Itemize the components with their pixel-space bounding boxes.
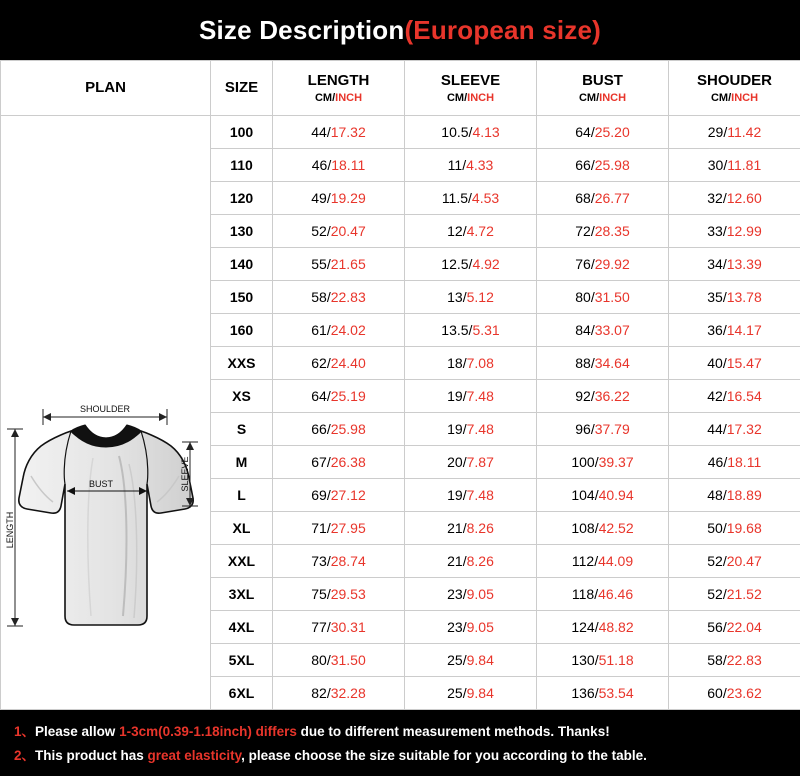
cell-sleeve-inch: 9.05: [467, 619, 494, 635]
cell-bust: 68/26.77: [537, 182, 669, 215]
size-table-wrapper: [0, 60, 800, 710]
cell-bust: 92/36.22: [537, 380, 669, 413]
header-bust-unit-inch: INCH: [599, 92, 626, 104]
header-length-unit-inch: INCH: [335, 92, 362, 104]
cell-size: M: [211, 446, 273, 479]
cell-sleeve-cm: 19: [447, 487, 463, 503]
header-shoulder-unit-inch: INCH: [731, 92, 758, 104]
cell-bust: 130/51.18: [537, 644, 669, 677]
cell-bust-inch: 39.37: [599, 454, 634, 470]
cell-length: 52/20.47: [273, 215, 405, 248]
cell-length-cm: 75: [311, 586, 327, 602]
cell-sleeve-cm: 12: [447, 223, 463, 239]
cell-length: 49/19.29: [273, 182, 405, 215]
cell-shoulder-inch: 22.04: [727, 619, 762, 635]
cell-length: 61/24.02: [273, 314, 405, 347]
cell-sleeve: 19/7.48: [405, 479, 537, 512]
cell-sleeve-cm: 18: [447, 355, 463, 371]
cell-bust-inch: 53.54: [599, 685, 634, 701]
cell-sleeve: 21/8.26: [405, 545, 537, 578]
cell-bust: 80/31.50: [537, 281, 669, 314]
header-length-label: LENGTH: [274, 72, 403, 90]
cell-length: 66/25.98: [273, 413, 405, 446]
cell-length-cm: 69: [311, 487, 327, 503]
cell-bust: 118/46.46: [537, 578, 669, 611]
cell-shoulder-inch: 20.47: [727, 553, 762, 569]
cell-length-inch: 24.40: [331, 355, 366, 371]
cell-bust-inch: 46.46: [598, 586, 633, 602]
cell-bust: 72/28.35: [537, 215, 669, 248]
cell-bust-cm: 92: [575, 388, 591, 404]
cell-sleeve: 19/7.48: [405, 380, 537, 413]
cell-length-cm: 62: [311, 355, 327, 371]
cell-shoulder-cm: 32: [707, 190, 723, 206]
cell-length: 46/18.11: [273, 149, 405, 182]
header-sleeve-label: SLEEVE: [406, 72, 535, 90]
cell-shoulder-cm: 33: [707, 223, 723, 239]
size-table: [0, 60, 800, 710]
cell-length-inch: 19.29: [331, 190, 366, 206]
cell-length: 77/30.31: [273, 611, 405, 644]
cell-shoulder: 33/12.99: [669, 215, 800, 248]
cell-shoulder-cm: 50: [707, 520, 723, 536]
cell-length: 58/22.83: [273, 281, 405, 314]
cell-shoulder-inch: 13.39: [727, 256, 762, 272]
cell-length-inch: 32.28: [331, 685, 366, 701]
cell-length: 64/25.19: [273, 380, 405, 413]
cell-bust-cm: 68: [575, 190, 591, 206]
page-title-main: Size Description: [199, 15, 404, 46]
cell-bust-cm: 118: [572, 586, 594, 602]
cell-sleeve-inch: 4.72: [467, 223, 494, 239]
cell-bust-cm: 72: [575, 223, 591, 239]
cell-sleeve: 20/7.87: [405, 446, 537, 479]
cell-bust: 64/25.20: [537, 116, 669, 149]
cell-sleeve: 12.5/4.92: [405, 248, 537, 281]
note-2-part-0: This product has: [35, 748, 148, 763]
tshirt-diagram-svg: [1, 146, 209, 680]
cell-shoulder-cm: 40: [707, 355, 723, 371]
cell-size: XS: [211, 380, 273, 413]
cell-sleeve-inch: 9.84: [467, 652, 494, 668]
cell-sleeve: 19/7.48: [405, 413, 537, 446]
header-plan-label: PLAN: [2, 79, 209, 97]
cell-length: 44/17.32: [273, 116, 405, 149]
note-1-part-0: Please allow: [35, 724, 119, 739]
cell-length-cm: 73: [311, 553, 327, 569]
cell-length-cm: 46: [312, 157, 328, 173]
header-sleeve-unit-inch: INCH: [467, 92, 494, 104]
cell-length-inch: 28.74: [331, 553, 366, 569]
cell-bust: 112/44.09: [537, 545, 669, 578]
cell-sleeve: 25/9.84: [405, 644, 537, 677]
cell-sleeve-cm: 12.5: [441, 256, 468, 272]
header-length: [273, 61, 405, 116]
header-bust-label: BUST: [538, 72, 667, 90]
cell-shoulder: 40/15.47: [669, 347, 800, 380]
cell-bust: 100/39.37: [537, 446, 669, 479]
header-bust-unit-cm: CM: [579, 92, 596, 104]
cell-shoulder-inch: 15.47: [727, 355, 762, 371]
cell-length-inch: 17.32: [331, 124, 366, 140]
cell-shoulder: 56/22.04: [669, 611, 800, 644]
cell-sleeve-cm: 19: [447, 388, 463, 404]
cell-length-inch: 26.38: [331, 454, 366, 470]
cell-length-inch: 25.19: [331, 388, 366, 404]
svg-text:SLEEVE: SLEEVE: [180, 456, 190, 491]
cell-length-cm: 49: [311, 190, 327, 206]
cell-length-cm: 67: [311, 454, 327, 470]
cell-sleeve-inch: 4.13: [472, 124, 499, 140]
cell-bust-cm: 124: [571, 619, 594, 635]
cell-sleeve: 11/4.33: [405, 149, 537, 182]
cell-length-inch: 20.47: [331, 223, 366, 239]
header-plan: [1, 61, 211, 116]
cell-shoulder-cm: 29: [708, 124, 724, 140]
cell-length: 69/27.12: [273, 479, 405, 512]
cell-sleeve-cm: 25: [447, 652, 463, 668]
cell-bust-cm: 112: [572, 553, 594, 569]
cell-shoulder: 60/23.62: [669, 677, 800, 710]
cell-shoulder-cm: 30: [708, 157, 724, 173]
cell-length: 55/21.65: [273, 248, 405, 281]
cell-sleeve-cm: 11: [448, 157, 463, 173]
svg-text:BUST: BUST: [89, 479, 114, 489]
cell-length-inch: 27.12: [331, 487, 366, 503]
header-size-label: SIZE: [212, 79, 271, 97]
header-row: [1, 61, 800, 116]
cell-sleeve-inch: 8.26: [467, 520, 494, 536]
size-table-head: [1, 61, 800, 116]
size-table-body: [1, 116, 800, 710]
cell-length: 62/24.40: [273, 347, 405, 380]
cell-shoulder-cm: 58: [707, 652, 723, 668]
cell-length-cm: 64: [311, 388, 327, 404]
cell-shoulder: 32/12.60: [669, 182, 800, 215]
cell-length-cm: 77: [311, 619, 327, 635]
svg-text:SHOULDER: SHOULDER: [80, 404, 131, 414]
cell-shoulder-inch: 16.54: [727, 388, 762, 404]
cell-shoulder-inch: 18.11: [727, 454, 761, 470]
cell-length-cm: 55: [311, 256, 327, 272]
cell-shoulder-inch: 14.17: [727, 322, 762, 338]
cell-shoulder: 52/20.47: [669, 545, 800, 578]
note-2-part-2: , please choose the size suitable for you according to the table.: [241, 748, 647, 763]
cell-shoulder-inch: 23.62: [727, 685, 762, 701]
cell-shoulder: 35/13.78: [669, 281, 800, 314]
cell-bust-inch: 28.35: [595, 223, 630, 239]
note-1-part-1: 1-3cm(0.39-1.18inch) differs: [119, 724, 297, 739]
cell-sleeve-cm: 23: [447, 586, 463, 602]
cell-bust-cm: 64: [575, 124, 591, 140]
header-shoulder-unit-cm: CM: [711, 92, 728, 104]
tshirt-diagram: [1, 146, 209, 680]
cell-length-inch: 24.02: [331, 322, 366, 338]
cell-shoulder-cm: 44: [707, 421, 723, 437]
header-length-unit: CM/INCH: [274, 91, 403, 105]
cell-sleeve-inch: 7.48: [467, 421, 494, 437]
cell-shoulder: 42/16.54: [669, 380, 800, 413]
cell-shoulder: 48/18.89: [669, 479, 800, 512]
cell-length: 71/27.95: [273, 512, 405, 545]
cell-shoulder-inch: 12.99: [727, 223, 762, 239]
cell-sleeve: 11.5/4.53: [405, 182, 537, 215]
cell-bust-inch: 37.79: [595, 421, 630, 437]
cell-length-inch: 18.11: [331, 157, 365, 173]
cell-size: 120: [211, 182, 273, 215]
cell-shoulder: 52/21.52: [669, 578, 800, 611]
cell-bust-inch: 26.77: [595, 190, 630, 206]
cell-length-cm: 66: [311, 421, 327, 437]
cell-bust-inch: 42.52: [599, 520, 634, 536]
cell-shoulder-inch: 21.52: [727, 586, 762, 602]
cell-sleeve-inch: 5.31: [472, 322, 499, 338]
cell-bust: 96/37.79: [537, 413, 669, 446]
cell-length-inch: 29.53: [331, 586, 366, 602]
cell-length-cm: 58: [311, 289, 327, 305]
cell-shoulder: 50/19.68: [669, 512, 800, 545]
cell-sleeve: 21/8.26: [405, 512, 537, 545]
cell-bust-cm: 66: [575, 157, 591, 173]
note-marker-2: 2、: [14, 748, 35, 763]
cell-shoulder-cm: 60: [707, 685, 723, 701]
cell-sleeve-cm: 13: [447, 289, 463, 305]
cell-size: XL: [211, 512, 273, 545]
cell-size: 130: [211, 215, 273, 248]
cell-size: 150: [211, 281, 273, 314]
cell-sleeve-cm: 10.5: [441, 124, 468, 140]
cell-bust-inch: 25.98: [595, 157, 630, 173]
cell-shoulder-inch: 19.68: [727, 520, 762, 536]
cell-shoulder-inch: 11.42: [727, 124, 761, 140]
cell-sleeve-inch: 7.48: [467, 487, 494, 503]
cell-length-cm: 52: [311, 223, 327, 239]
cell-sleeve-inch: 4.33: [466, 157, 493, 173]
cell-sleeve-cm: 21: [447, 520, 463, 536]
page-title-accent: (European size): [404, 15, 601, 46]
cell-sleeve-inch: 7.08: [467, 355, 494, 371]
cell-bust-cm: 104: [571, 487, 594, 503]
cell-sleeve: 12/4.72: [405, 215, 537, 248]
cell-size: S: [211, 413, 273, 446]
cell-size: 140: [211, 248, 273, 281]
header-bust-unit: CM/INCH: [538, 91, 667, 105]
cell-sleeve: 23/9.05: [405, 611, 537, 644]
cell-bust: 124/48.82: [537, 611, 669, 644]
cell-shoulder: 34/13.39: [669, 248, 800, 281]
cell-size: 3XL: [211, 578, 273, 611]
cell-length-inch: 22.83: [331, 289, 366, 305]
cell-shoulder-cm: 56: [707, 619, 723, 635]
cell-bust-cm: 100: [571, 454, 594, 470]
plan-diagram-cell: [1, 116, 211, 710]
cell-bust: 108/42.52: [537, 512, 669, 545]
cell-length: 80/31.50: [273, 644, 405, 677]
cell-sleeve-cm: 25: [447, 685, 463, 701]
cell-bust-inch: 31.50: [595, 289, 630, 305]
cell-length: 67/26.38: [273, 446, 405, 479]
cell-bust-inch: 33.07: [595, 322, 630, 338]
cell-sleeve: 13/5.12: [405, 281, 537, 314]
cell-sleeve-inch: 9.05: [467, 586, 494, 602]
cell-sleeve-inch: 4.92: [472, 256, 499, 272]
header-bust: [537, 61, 669, 116]
cell-shoulder: 46/18.11: [669, 446, 800, 479]
cell-size: L: [211, 479, 273, 512]
cell-shoulder-inch: 12.60: [727, 190, 762, 206]
cell-bust-inch: 44.09: [598, 553, 633, 569]
cell-shoulder-inch: 13.78: [727, 289, 762, 305]
footer-notes: [0, 710, 800, 776]
cell-length-cm: 82: [311, 685, 327, 701]
cell-sleeve-cm: 11.5: [442, 190, 468, 206]
cell-bust-inch: 36.22: [595, 388, 630, 404]
cell-shoulder-inch: 22.83: [727, 652, 762, 668]
cell-shoulder-cm: 48: [707, 487, 723, 503]
header-sleeve-unit-cm: CM: [447, 92, 464, 104]
cell-shoulder-cm: 36: [707, 322, 723, 338]
header-shoulder-label: SHOUDER: [670, 72, 799, 90]
cell-sleeve-inch: 9.84: [467, 685, 494, 701]
cell-size: 6XL: [211, 677, 273, 710]
cell-bust-cm: 88: [575, 355, 591, 371]
note-2-part-1: great elasticity: [148, 748, 242, 763]
cell-sleeve-inch: 8.26: [467, 553, 494, 569]
cell-length-cm: 71: [311, 520, 327, 536]
cell-length-inch: 31.50: [331, 652, 366, 668]
cell-sleeve-inch: 7.48: [467, 388, 494, 404]
cell-bust-cm: 108: [571, 520, 594, 536]
cell-size: 5XL: [211, 644, 273, 677]
cell-size: XXL: [211, 545, 273, 578]
cell-size: 4XL: [211, 611, 273, 644]
cell-shoulder: 36/14.17: [669, 314, 800, 347]
cell-length-inch: 25.98: [331, 421, 366, 437]
cell-length-cm: 61: [311, 322, 327, 338]
note-line-1: [14, 720, 786, 744]
cell-bust-cm: 76: [575, 256, 591, 272]
cell-bust: 136/53.54: [537, 677, 669, 710]
cell-bust: 104/40.94: [537, 479, 669, 512]
cell-length: 73/28.74: [273, 545, 405, 578]
cell-shoulder: 58/22.83: [669, 644, 800, 677]
cell-length-cm: 80: [311, 652, 327, 668]
cell-shoulder-cm: 52: [707, 586, 723, 602]
cell-bust: 88/34.64: [537, 347, 669, 380]
cell-bust-inch: 34.64: [595, 355, 630, 371]
cell-sleeve: 25/9.84: [405, 677, 537, 710]
cell-sleeve: 23/9.05: [405, 578, 537, 611]
cell-size: 100: [211, 116, 273, 149]
cell-sleeve: 13.5/5.31: [405, 314, 537, 347]
cell-length: 82/32.28: [273, 677, 405, 710]
cell-sleeve-inch: 4.53: [472, 190, 499, 206]
cell-shoulder-cm: 34: [707, 256, 723, 272]
cell-bust: 76/29.92: [537, 248, 669, 281]
cell-bust-inch: 48.82: [599, 619, 634, 635]
page-title: [0, 0, 800, 60]
cell-sleeve-cm: 19: [447, 421, 463, 437]
cell-sleeve-cm: 20: [447, 454, 463, 470]
cell-sleeve-cm: 23: [447, 619, 463, 635]
header-shoulder: [669, 61, 800, 116]
cell-bust-cm: 130: [571, 652, 594, 668]
cell-shoulder: 29/11.42: [669, 116, 800, 149]
cell-size: 160: [211, 314, 273, 347]
cell-size: 110: [211, 149, 273, 182]
cell-length: 75/29.53: [273, 578, 405, 611]
cell-bust-inch: 29.92: [595, 256, 630, 272]
cell-length-inch: 21.65: [331, 256, 366, 272]
cell-bust-cm: 96: [575, 421, 591, 437]
cell-sleeve-cm: 13.5: [441, 322, 468, 338]
cell-length-inch: 27.95: [331, 520, 366, 536]
cell-bust-cm: 80: [575, 289, 591, 305]
cell-bust: 84/33.07: [537, 314, 669, 347]
cell-shoulder: 44/17.32: [669, 413, 800, 446]
cell-length-cm: 44: [311, 124, 327, 140]
header-sleeve: [405, 61, 537, 116]
header-size: [211, 61, 273, 116]
header-sleeve-unit: CM/INCH: [406, 91, 535, 105]
cell-bust-cm: 84: [575, 322, 591, 338]
cell-sleeve-inch: 7.87: [467, 454, 494, 470]
cell-sleeve-cm: 21: [447, 553, 463, 569]
cell-shoulder-inch: 17.32: [727, 421, 762, 437]
cell-shoulder: 30/11.81: [669, 149, 800, 182]
cell-shoulder-cm: 42: [707, 388, 723, 404]
svg-text:LENGTH: LENGTH: [5, 511, 15, 548]
cell-sleeve-inch: 5.12: [467, 289, 494, 305]
cell-bust-inch: 25.20: [595, 124, 630, 140]
note-line-2: [14, 744, 786, 768]
cell-bust: 66/25.98: [537, 149, 669, 182]
cell-bust-inch: 51.18: [599, 652, 634, 668]
note-marker-1: 1、: [14, 724, 35, 739]
cell-shoulder-cm: 52: [707, 553, 723, 569]
header-shoulder-unit: CM/INCH: [670, 91, 799, 105]
cell-shoulder-inch: 18.89: [727, 487, 762, 503]
cell-bust-inch: 40.94: [599, 487, 634, 503]
cell-bust-cm: 136: [571, 685, 594, 701]
table-row: [1, 116, 800, 149]
cell-shoulder-inch: 11.81: [727, 157, 761, 173]
cell-shoulder-cm: 35: [707, 289, 723, 305]
cell-length-inch: 30.31: [331, 619, 366, 635]
cell-size: XXS: [211, 347, 273, 380]
cell-sleeve: 18/7.08: [405, 347, 537, 380]
header-length-unit-cm: CM: [315, 92, 332, 104]
note-1-part-2: due to different measurement methods. Thanks!: [297, 724, 610, 739]
cell-sleeve: 10.5/4.13: [405, 116, 537, 149]
cell-shoulder-cm: 46: [708, 454, 724, 470]
